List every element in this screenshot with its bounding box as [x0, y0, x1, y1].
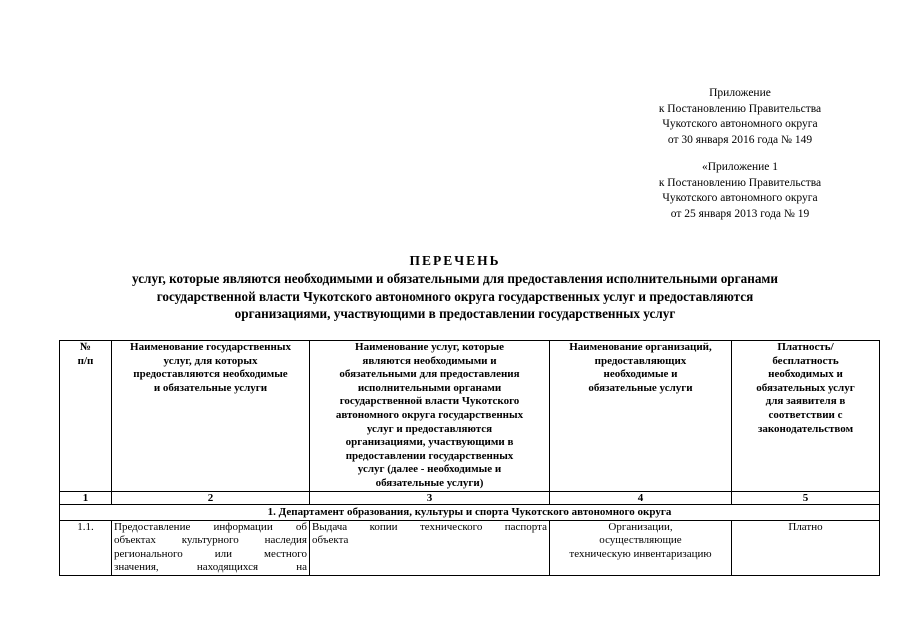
- row-organization: Организации, осуществляющие техническую инвентаризацию: [550, 520, 732, 575]
- column-number: 4: [550, 491, 732, 504]
- header-state-service: Наименование государственных услуг, для которых предоставляются необходимые и обязательные услуги: [112, 341, 310, 492]
- subtitle-line: государственной власти Чукотского автономного округа государственных услуг и предоставляются: [156, 288, 754, 304]
- subtitle-line: услуг, которые являются необходимыми и обязательными для предоставления исполнительными органами: [132, 271, 778, 286]
- column-number: 5: [732, 491, 880, 504]
- header-organization: Наименование организаций, предоставляющих необходимые и обязательные услуги: [550, 341, 732, 492]
- row-number: 1.1.: [60, 520, 112, 575]
- appendix-original: [600, 160, 880, 222]
- column-number: 1: [60, 491, 112, 504]
- row-payment: Платно: [732, 520, 880, 575]
- appendix-current-line: к Постановлению Правительства: [658, 102, 822, 115]
- section-title: 1. Департамент образования, культуры и спорта Чукотского автономного округа: [60, 504, 880, 520]
- column-number: 3: [310, 491, 550, 504]
- document-title: [40, 252, 870, 323]
- table-row: [60, 520, 880, 575]
- appendix-original-line: «Приложение 1: [701, 161, 779, 173]
- column-number-row: [60, 491, 880, 504]
- row-required-service: Выдача копии технического паспорта объекта: [310, 520, 550, 575]
- appendix-current-line: от 30 января 2016 года № 149: [667, 133, 813, 146]
- subtitle-line: организациями, участвующими в предоставлении государственных услуг: [234, 306, 676, 321]
- appendix-original-line: Чукотского автономного округа: [662, 192, 818, 204]
- appendix-current-line: Чукотского автономного округа: [662, 118, 818, 130]
- appendix-original-line: от 25 января 2013 года № 19: [670, 207, 810, 220]
- column-number: 2: [112, 491, 310, 504]
- appendix-current-line: Приложение: [709, 87, 771, 99]
- row-state-service: Предоставление информации об объектах культурного наследия регионального или местного значения, находящихся на: [112, 520, 310, 575]
- header-number: № п/п: [60, 341, 112, 492]
- header-required-service: Наименование услуг, которые являются необходимыми и обязательными для предоставления исполнительными органами государственной власти Чукотского автономного округа государственных услуг и предоставляются организациями, участвующими в предоставлении государственных услуг (далее - необходимые и обязательные услуги): [310, 341, 550, 492]
- services-table: [59, 340, 880, 576]
- appendix-original-line: к Постановлению Правительства: [658, 176, 822, 189]
- section-row: [60, 504, 880, 520]
- header-payment: Платность/ бесплатность необходимых и обязательных услуг для заявителя в соответствии с законодательством: [732, 341, 880, 492]
- appendix-current: [600, 86, 880, 148]
- document-subtitle: [40, 270, 870, 323]
- table-header-row: [60, 341, 880, 492]
- document-heading: ПЕРЕЧЕНЬ: [409, 253, 501, 268]
